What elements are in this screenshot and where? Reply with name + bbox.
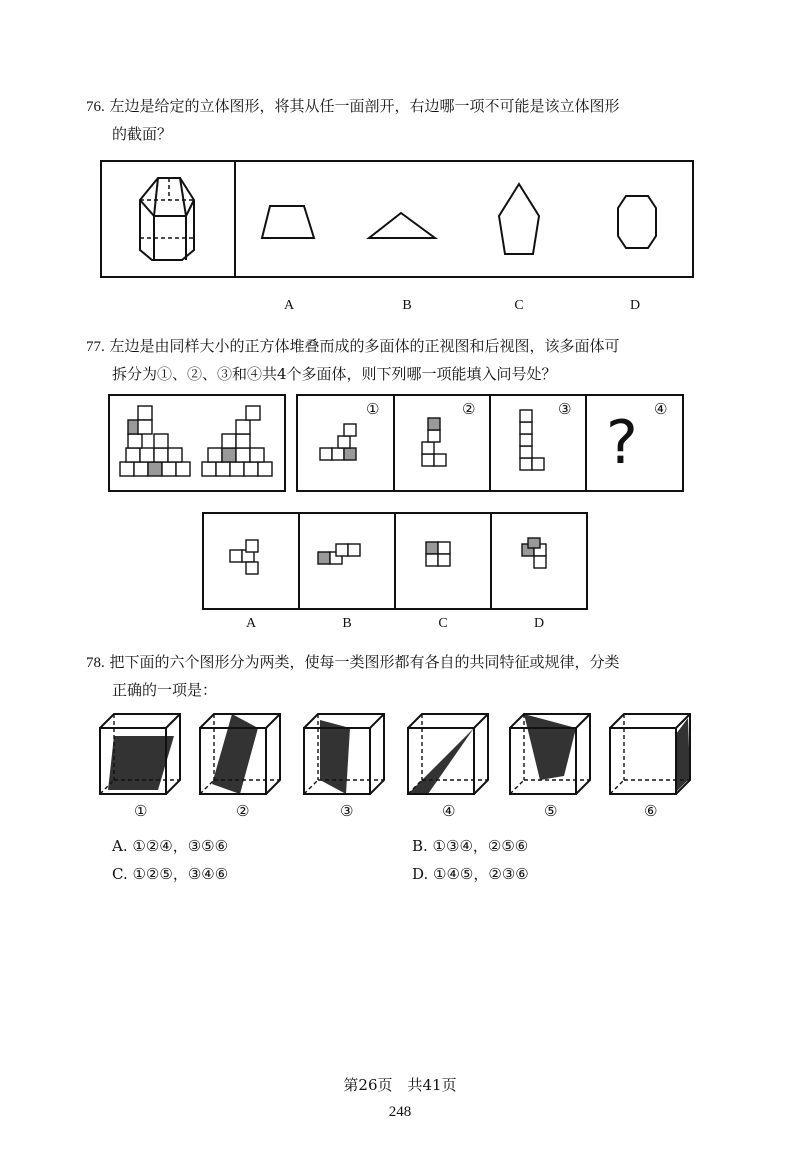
q77-number: 77. [86, 339, 105, 355]
q77-options-divider-3 [490, 514, 492, 608]
q77-part-tag-2: ② [462, 400, 476, 418]
q77-parts-divider-1 [393, 396, 395, 490]
q77-text-line2 [112, 364, 557, 384]
q78-number: 78. [86, 655, 105, 671]
q76-text-line1 [86, 96, 620, 117]
q76-stem-line2: 的截面？ [112, 125, 173, 143]
q77-part-3 [510, 408, 570, 478]
q76-stem-line1: 左边是给定的立体图形，将其从任一面剖开，右边哪一项不可能是该立体图形 [109, 97, 620, 115]
q77-part-2 [412, 410, 472, 475]
q78-figure-tag-1: ① [134, 802, 148, 820]
q76-number: 76. [86, 99, 105, 115]
q76-text-line2 [112, 124, 172, 144]
q78-answer-d[interactable]: D. ①④⑤，②③⑥ [412, 865, 529, 883]
q77-parts-divider-2 [489, 396, 491, 490]
q78-cube-figures [96, 706, 706, 806]
q77-question-mark: ? [606, 408, 638, 478]
q76-solid-figure [130, 170, 210, 270]
q76-option-d-octagon [610, 190, 665, 255]
q78-figure-tag-4: ④ [442, 802, 456, 820]
page-info: 第26页 共41页 [343, 1076, 457, 1094]
q77-front-view [116, 402, 196, 487]
q77-stem-line2: 拆分为①、②、③和④共4个多面体，则下列哪一项能填入问号处？ [112, 365, 557, 383]
q78-figure-tag-3: ③ [340, 802, 354, 820]
q77-option-label-d: D [533, 616, 545, 631]
q77-option-c-shape [420, 536, 470, 586]
q78-answer-b[interactable]: B. ①③④，②⑤⑥ [412, 837, 529, 855]
q78-cube-3 [304, 714, 384, 794]
q77-part-tag-1: ① [366, 400, 380, 418]
q77-text-line1 [86, 336, 620, 357]
q78-cube-2 [200, 714, 280, 794]
q77-option-label-b: B [342, 616, 352, 631]
page-number: 248 [388, 1104, 412, 1120]
q77-part-1 [316, 420, 376, 470]
q76-divider [234, 162, 236, 276]
q77-option-a-shape [224, 536, 274, 586]
q78-stem-line1: 把下面的六个图形分为两类，使每一类图形都有各自的共同特征或规律，分类 [109, 653, 620, 671]
q77-option-label-a: A [245, 616, 257, 631]
q77-option-b-shape [314, 540, 374, 580]
q77-part-tag-4: ④ [654, 400, 668, 418]
q78-stem-line2: 正确的一项是： [112, 681, 218, 699]
q78-figure-tag-5: ⑤ [544, 802, 558, 820]
q76-option-label-d: D [629, 298, 641, 313]
q78-cube-6 [610, 714, 690, 794]
q78-text-line2 [112, 680, 217, 700]
q77-back-view [198, 402, 278, 487]
q78-figure-tag-2: ② [236, 802, 250, 820]
q77-options-divider-2 [394, 514, 396, 608]
q78-cube-5 [510, 714, 590, 794]
q77-option-label-c: C [438, 616, 448, 631]
q78-answer-c[interactable]: C. ①②⑤，③④⑥ [112, 865, 229, 883]
q78-figure-tag-6: ⑥ [644, 802, 658, 820]
q78-answer-a[interactable]: A. ①②④，③⑤⑥ [112, 837, 229, 855]
q77-parts-divider-3 [585, 396, 587, 490]
q78-cube-4 [408, 714, 488, 794]
q77-part-tag-3: ③ [558, 400, 572, 418]
q76-option-label-b: B [402, 298, 412, 313]
q78-cube-1 [100, 714, 180, 794]
q77-option-d-shape [516, 536, 566, 586]
q78-text-line1 [86, 652, 620, 673]
q76-option-c-pentagon [493, 180, 548, 260]
q77-stem-line1: 左边是由同样大小的正方体堆叠而成的多面体的正视图和后视图，该多面体可 [109, 337, 620, 355]
q76-option-label-a: A [283, 298, 295, 313]
q76-option-label-c: C [514, 298, 524, 313]
q76-option-a-trapezoid [258, 200, 318, 245]
q76-option-b-triangle [365, 208, 440, 243]
q77-options-divider-1 [298, 514, 300, 608]
